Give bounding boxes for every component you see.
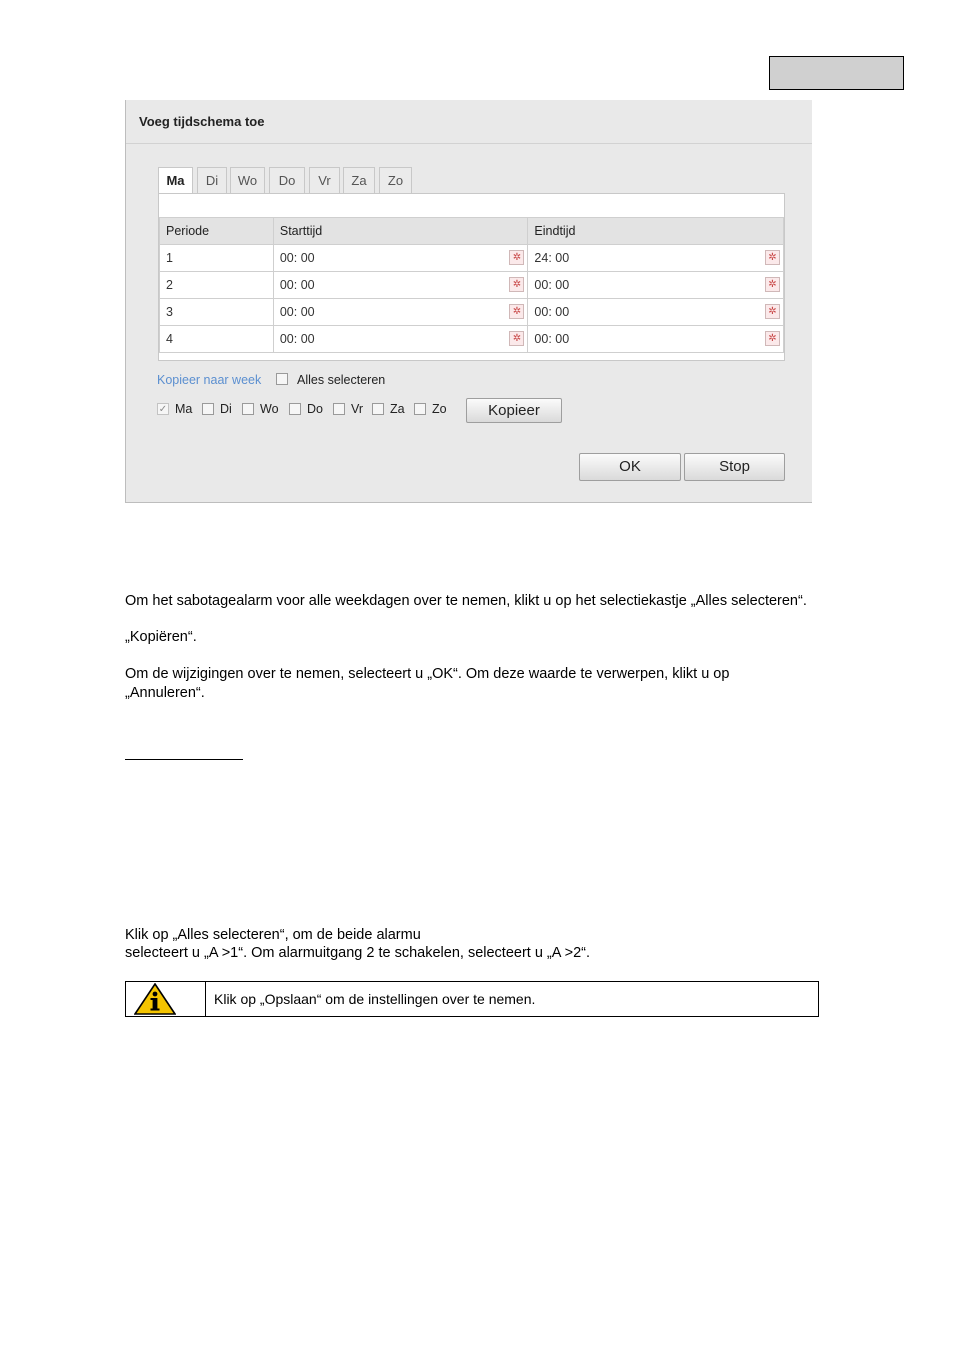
paragraph-alarm-line-1: Klik op „Alles selecteren“, om de beide alarmu [125, 927, 421, 943]
copy-to-week-link[interactable]: Kopieer naar week [157, 373, 262, 387]
end-time-value: 00: 00 [534, 332, 570, 346]
paragraph-confirm-line-2: „Annuleren“. [125, 685, 205, 701]
tab-za[interactable]: Za [343, 167, 375, 193]
tab-ma[interactable]: Ma [158, 167, 193, 195]
section-heading-underline [125, 759, 243, 760]
copy-day-wo-checkbox[interactable] [242, 403, 254, 415]
clock-icon[interactable]: ✲ [509, 277, 524, 292]
clock-icon[interactable]: ✲ [765, 277, 780, 292]
copy-day-ma-checkbox[interactable]: ✓ [158, 404, 168, 415]
tab-do[interactable]: Do [269, 167, 305, 193]
clock-icon[interactable]: ✲ [765, 304, 780, 319]
table-row [160, 326, 784, 353]
table-row [160, 299, 784, 326]
note-text: Klik op „Opslaan“ om de instellingen over te nemen. [214, 991, 536, 1007]
end-time-cell[interactable] [528, 299, 784, 326]
stop-button[interactable]: Stop [684, 453, 785, 481]
start-time-value: 00: 00 [279, 305, 315, 319]
tab-zo[interactable]: Zo [379, 167, 412, 193]
copy-day-zo-checkbox[interactable] [414, 403, 426, 415]
start-time-cell[interactable] [273, 299, 528, 326]
end-time-cell[interactable] [528, 272, 784, 299]
start-time-cell[interactable] [273, 245, 528, 272]
copy-day-di-label: Di [220, 402, 232, 416]
paragraph-copy: „Kopiëren“. [125, 629, 197, 645]
copy-day-vr-label: Vr [351, 402, 364, 416]
schedule-table [159, 217, 784, 353]
end-time-cell[interactable] [528, 245, 784, 272]
paragraph-select-all: Om het sabotagealarm voor alle weekdagen over te nemen, klikt u op het selectiekastje „Alles selecteren“. [125, 593, 807, 609]
period-cell: 1 [160, 245, 274, 272]
period-cell: 2 [160, 272, 274, 299]
header-periode: Periode [160, 218, 274, 245]
clock-icon[interactable]: ✲ [765, 331, 780, 346]
tab-vr[interactable]: Vr [309, 167, 340, 193]
clock-icon[interactable]: ✲ [765, 250, 780, 265]
select-all-checkbox[interactable] [276, 373, 288, 385]
clock-icon[interactable]: ✲ [509, 304, 524, 319]
clock-icon[interactable]: ✲ [509, 331, 524, 346]
end-time-value: 00: 00 [534, 278, 570, 292]
copy-day-wo-label: Wo [260, 402, 279, 416]
info-note-box [125, 981, 819, 1017]
copy-day-do-checkbox[interactable] [289, 403, 301, 415]
schedule-panel [158, 193, 785, 361]
header-eindtijd: Eindtijd [528, 218, 784, 245]
start-time-cell[interactable] [273, 272, 528, 299]
start-time-cell[interactable] [273, 326, 528, 353]
select-all-label: Alles selecteren [297, 373, 386, 387]
copy-day-ma-label: Ma [175, 402, 193, 416]
period-cell: 3 [160, 299, 274, 326]
clock-icon[interactable]: ✲ [509, 250, 524, 265]
end-time-value: 00: 00 [534, 305, 570, 319]
period-cell: 4 [160, 326, 274, 353]
start-time-value: 00: 00 [279, 251, 315, 265]
table-row [160, 272, 784, 299]
table-row [160, 245, 784, 272]
copy-day-di-checkbox[interactable] [202, 403, 214, 415]
add-schedule-dialog [125, 100, 812, 503]
copy-button[interactable]: Kopieer [466, 398, 562, 423]
header-starttijd: Starttijd [273, 218, 528, 245]
copy-day-za-label: Za [390, 402, 405, 416]
info-icon [134, 983, 176, 1015]
copy-day-zo-label: Zo [432, 402, 447, 416]
note-divider [205, 982, 206, 1016]
end-time-value: 24: 00 [534, 251, 570, 265]
copy-day-do-label: Do [307, 402, 323, 416]
tab-wo[interactable]: Wo [230, 167, 265, 193]
header-label-box [769, 56, 904, 90]
start-time-value: 00: 00 [279, 278, 315, 292]
title-divider [126, 143, 812, 144]
paragraph-confirm-line-1: Om de wijzigingen over te nemen, selecteert u „OK“. Om deze waarde te verwerpen, klikt u op [125, 666, 730, 682]
start-time-value: 00: 00 [279, 332, 315, 346]
copy-day-vr-checkbox[interactable] [333, 403, 345, 415]
table-header-row [160, 218, 784, 245]
ok-button[interactable]: OK [579, 453, 681, 481]
copy-day-za-checkbox[interactable] [372, 403, 384, 415]
end-time-cell[interactable] [528, 326, 784, 353]
paragraph-alarm-line-2: selecteert u „A >1“. Om alarmuitgang 2 te schakelen, selecteert u „A >2“. [125, 945, 591, 961]
dialog-title: Voeg tijdschema toe [139, 114, 265, 129]
tab-di[interactable]: Di [197, 167, 227, 193]
